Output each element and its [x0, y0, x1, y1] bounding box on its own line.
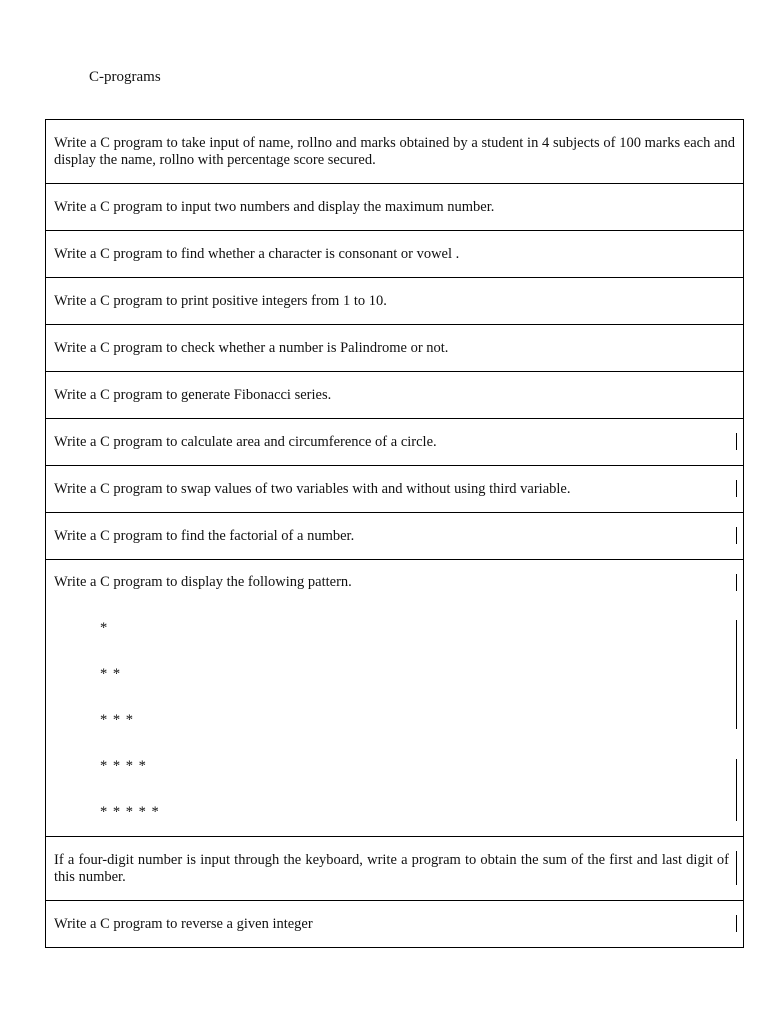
pattern-line: * * * * — [100, 758, 147, 774]
task-cell — [46, 466, 744, 513]
task-text: Write a C program to display the following pattern. — [54, 574, 352, 590]
task-text: Write a C program to calculate area and circumference of a circle. — [54, 433, 437, 450]
pattern-line: * — [100, 620, 109, 636]
text-cursor-mark — [736, 433, 737, 450]
task-cell: Write a C program to check whether a number is Palindrome or not. — [46, 325, 744, 372]
task-text: Write a C program to swap values of two variables with and without using third variable. — [54, 480, 571, 497]
table-row — [46, 231, 744, 278]
task-text: Write a C program to find the factorial of a number. — [54, 527, 355, 544]
page-title: C-programs — [89, 69, 161, 85]
task-text: If a four-digit number is input through the keyboard, write a program to obtain the sum of the first and last digit of this number. — [54, 851, 729, 885]
text-cursor-mark — [736, 480, 737, 497]
task-cell: Write a C program to input two numbers and display the maximum number. — [46, 184, 744, 231]
task-cell: Write a C program to find whether a character is consonant or vowel . — [46, 231, 744, 278]
table-row — [46, 372, 744, 419]
table-row — [46, 325, 744, 372]
table-row — [46, 901, 744, 948]
table-row — [46, 513, 744, 560]
task-cell: Write a C program to take input of name, rollno and marks obtained by a student in 4 subjects of 100 marks each and display the name, rollno with percentage score secured. — [46, 120, 744, 184]
task-cell — [46, 419, 744, 466]
task-cell — [46, 901, 744, 948]
text-cursor-mark — [736, 851, 737, 885]
table-row — [46, 419, 744, 466]
text-cursor-mark — [736, 915, 737, 932]
task-cell — [46, 513, 744, 560]
task-cell: Write a C program to print positive integers from 1 to 10. — [46, 278, 744, 325]
pattern-line: * * * — [100, 712, 134, 728]
text-cursor-mark — [736, 527, 737, 544]
task-cell-pattern — [46, 560, 744, 837]
program-list-table — [45, 119, 744, 948]
pattern-line: * * * * * — [100, 804, 160, 820]
text-cursor-mark — [736, 620, 737, 729]
task-text: Write a C program to reverse a given integer — [54, 915, 313, 932]
table-row — [46, 837, 744, 901]
task-cell: Write a C program to generate Fibonacci series. — [46, 372, 744, 419]
table-row — [46, 184, 744, 231]
star-pattern — [54, 620, 735, 821]
text-cursor-mark — [736, 759, 737, 821]
table-row — [46, 120, 744, 184]
task-cell — [46, 837, 744, 901]
table-row — [46, 560, 744, 837]
text-cursor-mark — [736, 574, 737, 591]
table-row — [46, 278, 744, 325]
pattern-line: * * — [100, 666, 122, 682]
table-row — [46, 466, 744, 513]
